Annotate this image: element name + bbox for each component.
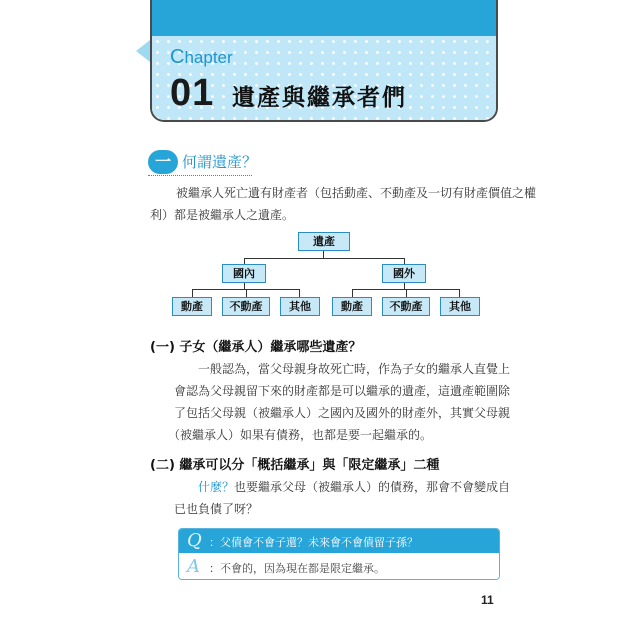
question-row	[179, 529, 499, 553]
question-text: ：父債會不會子還？未來會不會債留子孫？	[209, 536, 418, 549]
body-line: 了包括父母親（被繼承人）之國內及國外的財產外，其實父母親	[174, 406, 511, 420]
body-line: （被繼承人）如果有債務，也都是要一起繼承的。	[168, 428, 433, 442]
banner-top-bar	[152, 0, 496, 36]
body-line: 會認為父母親留下來的財產都是可以繼承的遺產，這遺產範圍除	[174, 384, 511, 398]
tree-branch-node: 國內	[222, 264, 266, 283]
subsection-heading: (一) 子女（繼承人）繼承哪些遺產？	[150, 340, 362, 355]
subsection-heading: (二) 繼承可以分「概括繼承」與「限定繼承」二種	[150, 458, 440, 473]
body-line: 什麼？也要繼承父母（被繼承人）的債務，那會不會變成自	[198, 480, 511, 494]
answer-text: ：不會的，因為現在都是限定繼承。	[209, 562, 385, 575]
tree-connector	[246, 289, 247, 297]
tree-leaf-node: 其他	[280, 297, 320, 316]
tree-leaf-node: 動產	[332, 297, 372, 316]
tree-root-node: 遺產	[298, 232, 350, 251]
chapter-title: 遺產與繼承者們	[232, 85, 407, 111]
answer-letter: A	[187, 556, 200, 577]
tree-connector	[244, 258, 405, 259]
section-underline	[148, 175, 252, 176]
chapter-tab-arrow	[136, 40, 150, 62]
tree-leaf-node: 其他	[440, 297, 480, 316]
tree-leaf-node: 不動產	[382, 297, 430, 316]
tree-connector	[192, 289, 193, 297]
highlight-text: 什麼？	[198, 480, 235, 494]
page-number: 11	[481, 593, 494, 607]
qa-box	[178, 528, 500, 580]
intro-line: 被繼承人死亡遺有財產者（包括動產、不動產及一切有財產價值之權	[176, 186, 537, 200]
section-title: 何謂遺產？	[182, 153, 258, 171]
intro-line: 利）都是被繼承人之遺產。	[150, 208, 295, 222]
body-line: 一般認為，當父母親身故死亡時，作為子女的繼承人直覺上	[198, 362, 511, 376]
tree-connector	[352, 289, 353, 297]
tree-connector	[299, 289, 300, 297]
question-letter: Q	[187, 530, 202, 551]
answer-row	[179, 553, 499, 580]
tree-branch-node: 國外	[382, 264, 426, 283]
chapter-number: 01	[170, 72, 215, 114]
body-line: 已也負債了呀？	[174, 502, 259, 516]
tree-connector	[406, 289, 407, 297]
tree-connector	[459, 289, 460, 297]
chapter-label: Chapter	[170, 46, 233, 68]
section-badge: 一	[148, 150, 178, 174]
tree-leaf-node: 不動產	[222, 297, 270, 316]
tree-leaf-node: 動產	[172, 297, 212, 316]
